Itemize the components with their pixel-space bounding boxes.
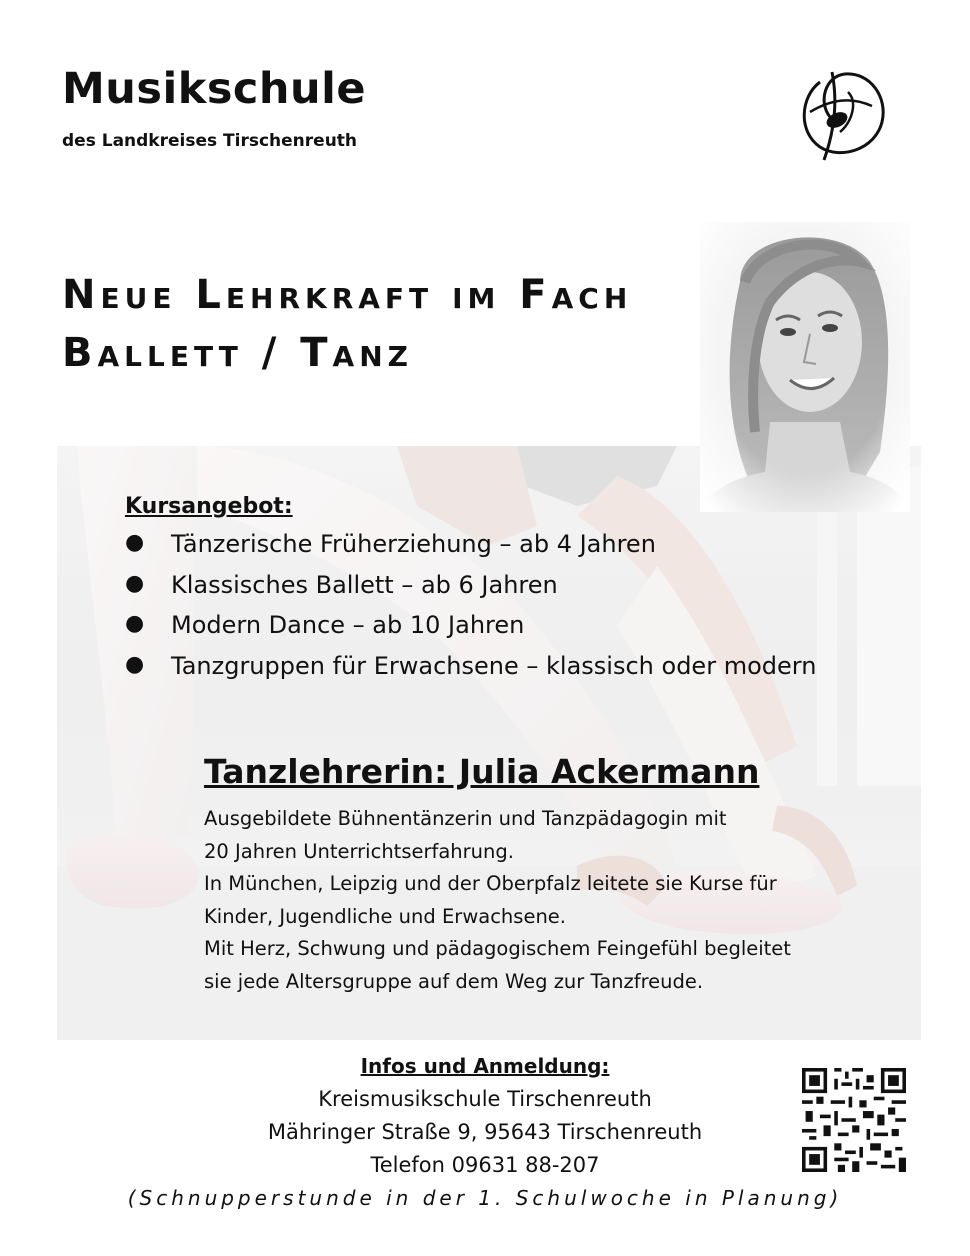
bullet-icon: ● — [125, 570, 145, 596]
school-phone: Telefon 09631 88-207 — [370, 1153, 600, 1177]
course-item-label: Tanzgruppen für Erwachsene – klassisch oder modern — [171, 652, 817, 681]
school-address-street: Mähringer Straße 9, 95643 Tirschenreuth — [267, 1120, 703, 1144]
trial-lesson-note: (Schnupperstunde in der 1. Schulwoche in Planung) — [127, 1186, 843, 1210]
bullet-icon: ● — [125, 652, 145, 678]
teacher-description-line: Kinder, Jugendliche und Erwachsene. — [204, 904, 567, 928]
school-address-name: Kreismusikschule Tirschenreuth — [318, 1087, 652, 1111]
school-name: Musikschule — [62, 64, 367, 114]
teacher-description-line: In München, Leipzig und der Oberpfalz leitete sie Kurse für — [204, 872, 777, 896]
teacher-description-line: Ausgebildete Bühnentänzerin und Tanzpädagogin mit — [204, 807, 727, 830]
teacher-heading: Tanzlehrerin: Julia Ackermann — [204, 752, 760, 791]
teacher-description-line: sie jede Altersgruppe auf dem Weg zur Tanzfreude. — [204, 969, 704, 993]
treble-clef-logo-icon — [790, 62, 890, 162]
course-item-label: Modern Dance – ab 10 Jahren — [171, 611, 525, 640]
bullet-icon: ● — [125, 530, 145, 555]
course-item-label: Klassisches Ballett – ab 6 Jahren — [171, 570, 558, 599]
teacher-description — [204, 803, 791, 999]
teacher-portrait-photo — [700, 222, 910, 512]
qr-code-icon[interactable] — [802, 1068, 906, 1172]
course-offer-heading: Kursangebot: — [125, 494, 293, 519]
course-item-label: Tänzerische Früherziehung – ab 4 Jahren — [171, 530, 656, 558]
teacher-description-line: Mit Herz, Schwung und pädagogischem Feingefühl begleitet — [204, 937, 791, 961]
teacher-description-line: 20 Jahren Unterrichtserfahrung. — [204, 839, 514, 863]
bullet-icon: ● — [125, 611, 145, 637]
headline-line-2: Ballett / Tanz — [62, 330, 413, 376]
school-subtitle: des Landkreises Tirschenreuth — [62, 131, 358, 151]
headline-line-1: Neue Lehrkraft im Fach — [62, 272, 633, 318]
info-heading: Infos und Anmeldung: — [360, 1054, 610, 1078]
